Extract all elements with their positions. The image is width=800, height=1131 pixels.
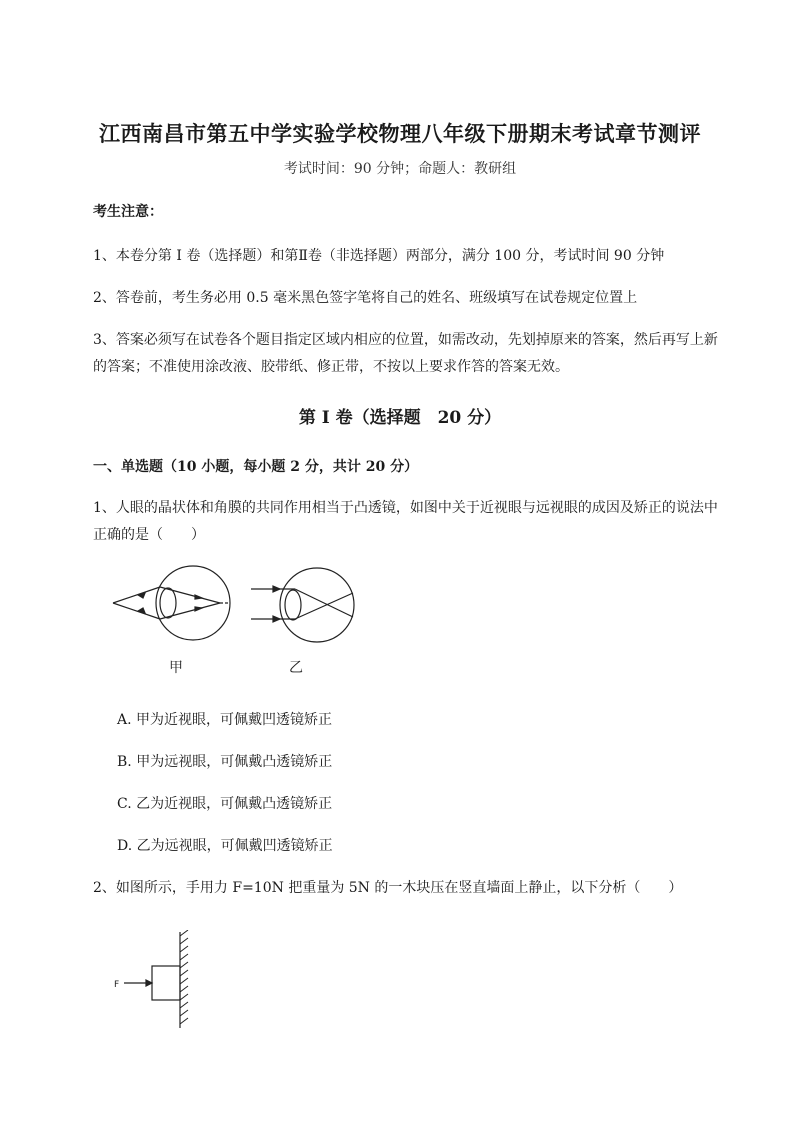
notice-item-3-cont: 的答案；不准使用涂改液、胶带纸、修正带，不按以上要求作答的答案无效。 xyxy=(93,359,569,375)
exam-info: 考试时间：90 分钟；命题人：教研组 xyxy=(283,161,517,177)
question-1-option-b[interactable]: B. 甲为远视眼，可佩戴凸透镜矫正 xyxy=(117,754,333,770)
notice-item-3: 3、答案必须写在试卷各个题目指定区域内相应的位置，如需改动，先划掉原来的答案，然后再写上新 xyxy=(93,332,718,348)
force-label: F xyxy=(114,980,120,990)
question-2-stem: 2、如图所示，手用力 F=10N 把重量为 5N 的一木块压在竖直墙面上静止，以下分析（ ） xyxy=(93,880,683,896)
notice-item-1: 1、本卷分第 I 卷（选择题）和第Ⅱ卷（非选择题）两部分，满分 100 分，考试时间 90 分钟 xyxy=(93,248,665,264)
eye-yi-diagram xyxy=(251,568,354,642)
notice-item-2: 2、答卷前，考生务必用 0.5 毫米黑色签字笔将自己的姓名、班级填写在试卷规定位置上 xyxy=(93,290,638,306)
wall-block-figure xyxy=(112,930,202,1030)
part-heading: 一、单选题（10 小题，每小题 2 分，共计 20 分） xyxy=(93,459,419,475)
figure-label-yi: 乙 xyxy=(289,660,303,676)
question-1-stem: 1、人眼的晶状体和角膜的共同作用相当于凸透镜，如图中关于近视眼与远视眼的成因及矫正的说法中 xyxy=(93,500,718,516)
question-1-stem-cont: 正确的是（ ） xyxy=(93,527,205,543)
question-1-option-a[interactable]: A. 甲为近视眼，可佩戴凹透镜矫正 xyxy=(117,712,333,728)
page-title: 江西南昌市第五中学实验学校物理八年级下册期末考试章节测评 xyxy=(99,121,701,146)
section-title: 第 I 卷（选择题 20 分） xyxy=(298,408,502,428)
question-1-option-d[interactable]: D. 乙为远视眼，可佩戴凹透镜矫正 xyxy=(117,838,333,854)
question-1-option-c[interactable]: C. 乙为近视眼，可佩戴凸透镜矫正 xyxy=(117,796,333,812)
eye-diagram-figure xyxy=(105,565,365,685)
figure-label-jia: 甲 xyxy=(169,660,183,676)
wall-hatching xyxy=(180,930,188,1024)
wood-block xyxy=(152,966,180,1000)
eye-jia-diagram xyxy=(113,566,230,640)
notice-heading: 考生注意： xyxy=(93,204,163,220)
